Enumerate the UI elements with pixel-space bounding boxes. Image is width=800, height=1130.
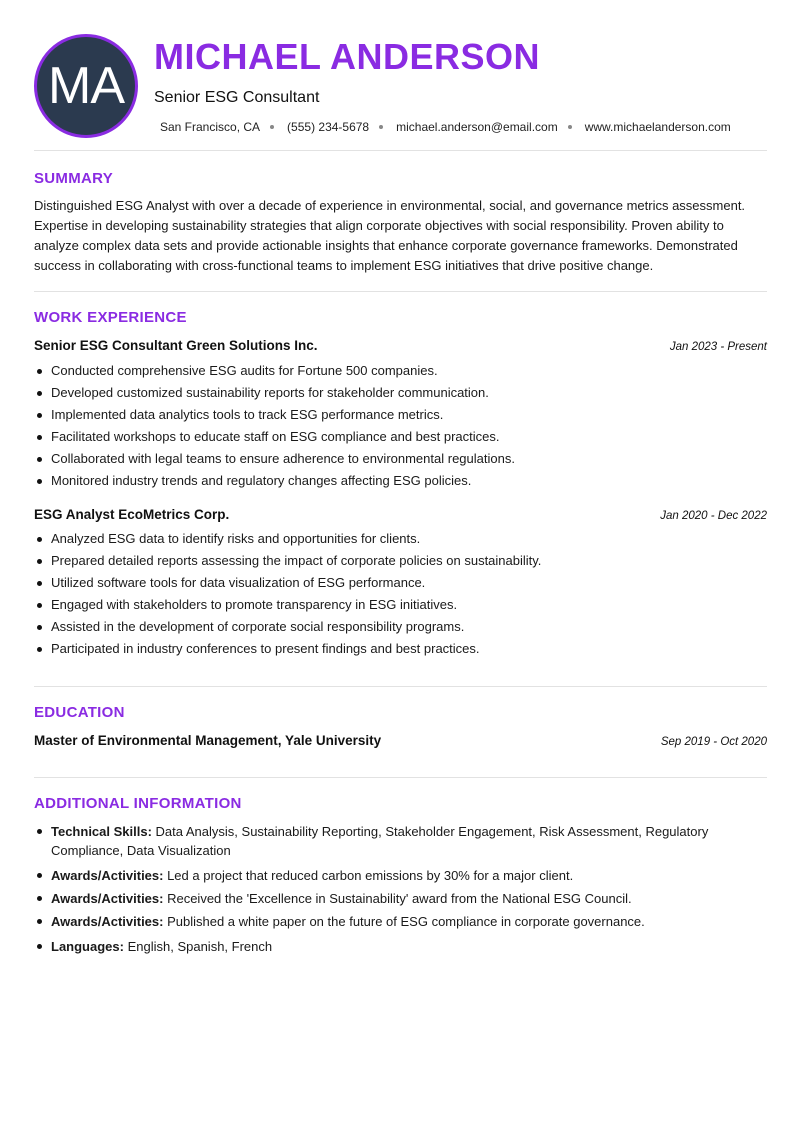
list-item: Analyzed ESG data to identify risks and opportunities for clients. (34, 528, 767, 550)
avatar: MA (34, 34, 138, 138)
list-item: Utilized software tools for data visualization of ESG performance. (34, 572, 767, 594)
list-item: Engaged with stakeholders to promote transparency in ESG initiatives. (34, 594, 767, 616)
education-dates: Sep 2019 - Oct 2020 (660, 736, 767, 748)
job-bullets (34, 360, 767, 492)
list-item (34, 866, 767, 885)
item-text: Published a white paper on the future of ESG compliance in corporate governance. (163, 914, 645, 929)
contact-website[interactable]: www.michaelanderson.com (584, 120, 731, 134)
contact-phone[interactable]: (555) 234-5678 (287, 120, 370, 134)
contact-row (160, 120, 731, 134)
contact-location: San Francisco, CA (160, 120, 261, 134)
list-item (34, 912, 767, 931)
summary-heading: SUMMARY (34, 170, 114, 187)
degree-title: Master of Environmental Management, Yale University (34, 733, 382, 748)
list-item: Conducted comprehensive ESG audits for Fortune 500 companies. (34, 360, 767, 382)
list-item: Assisted in the development of corporate social responsibility programs. (34, 616, 767, 638)
additional-list (34, 822, 767, 956)
job-title: ESG Analyst EcoMetrics Corp. (34, 507, 230, 522)
list-item: Developed customized sustainability reports for stakeholder communication. (34, 382, 767, 404)
separator-dot (379, 125, 383, 129)
education-heading: EDUCATION (34, 704, 125, 721)
job-header (34, 507, 767, 522)
separator-dot (270, 125, 274, 129)
list-item: Implemented data analytics tools to track ESG performance metrics. (34, 404, 767, 426)
experience-heading: WORK EXPERIENCE (34, 309, 187, 326)
list-item: Participated in industry conferences to present findings and best practices. (34, 638, 767, 660)
divider (34, 686, 767, 687)
divider (34, 150, 767, 151)
job-dates: Jan 2023 - Present (669, 341, 767, 353)
list-item: Monitored industry trends and regulatory changes affecting ESG policies. (34, 470, 767, 492)
list-item (34, 822, 767, 860)
separator-dot (568, 125, 572, 129)
additional-heading: ADDITIONAL INFORMATION (34, 795, 242, 812)
candidate-title: Senior ESG Consultant (154, 89, 320, 106)
list-item: Prepared detailed reports assessing the impact of corporate policies on sustainability. (34, 550, 767, 572)
item-text: Received the 'Excellence in Sustainability' award from the National ESG Council. (163, 891, 632, 906)
divider (34, 291, 767, 292)
job-header (34, 338, 767, 353)
job-bullets (34, 528, 767, 660)
item-label: Languages: (51, 939, 124, 954)
job-title: Senior ESG Consultant Green Solutions Inc. (34, 338, 318, 353)
list-item (34, 889, 767, 908)
list-item: Collaborated with legal teams to ensure adherence to environmental regulations. (34, 448, 767, 470)
list-item: Facilitated workshops to educate staff on ESG compliance and best practices. (34, 426, 767, 448)
item-label: Technical Skills: (51, 824, 152, 839)
item-text: Led a project that reduced carbon emissions by 30% for a major client. (163, 868, 574, 883)
summary-text: Distinguished ESG Analyst with over a decade of experience in environmental, social, and governance metrics assessment. Expertise in developing sustainability strategies that align corporate objectives with social responsibility. Proven ability to analyze complex data sets and provide actionable insights that enhance corporate governance frameworks. Demonstrated success in collaborating with cross-functional teams to implement ESG initiatives that drive positive change. (34, 198, 746, 273)
item-text: English, Spanish, French (123, 939, 273, 954)
candidate-name: MICHAEL ANDERSON (154, 36, 541, 77)
divider (34, 777, 767, 778)
item-label: Awards/Activities: (51, 891, 164, 906)
item-label: Awards/Activities: (51, 914, 164, 929)
job-dates: Jan 2020 - Dec 2022 (660, 510, 767, 522)
list-item (34, 937, 767, 956)
education-entry (34, 733, 767, 748)
item-text: Data Analysis, Sustainability Reporting, Stakeholder Engagement, Risk Assessment, Regulatory Compliance, Data Visualization (51, 824, 709, 858)
item-label: Awards/Activities: (51, 868, 164, 883)
resume-header (0, 0, 800, 150)
contact-email[interactable]: michael.anderson@email.com (396, 120, 558, 134)
